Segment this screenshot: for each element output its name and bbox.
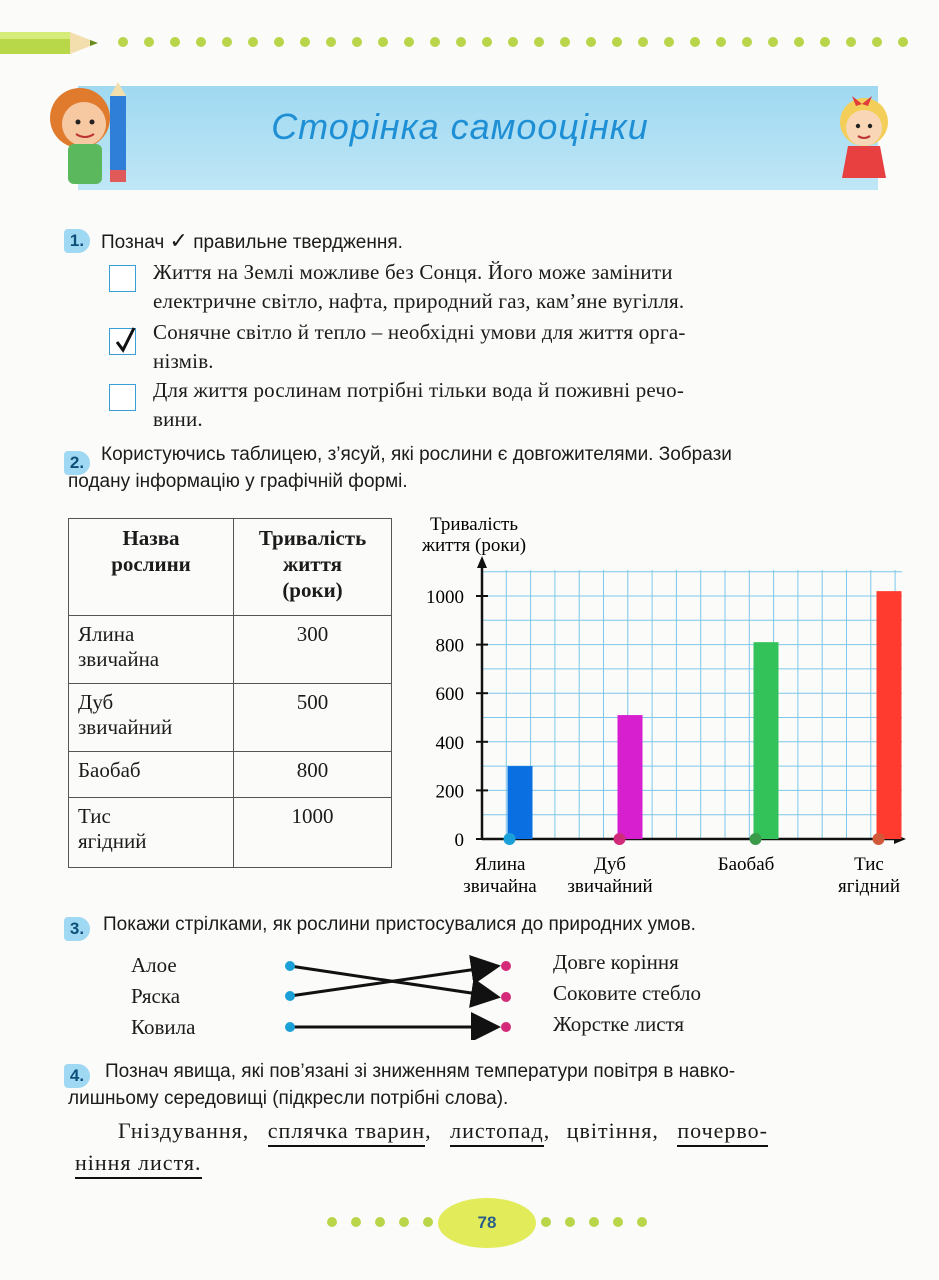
checkmark-icon: ✓ (169, 228, 188, 253)
x-tick-labels (463, 854, 900, 897)
chart-bars (504, 591, 902, 845)
plant-name-cell: Дуб звичайний (69, 684, 234, 752)
lifespan-cell: 500 (234, 684, 392, 752)
y-tick-label: 0 (454, 830, 464, 851)
bar-base-dot (750, 833, 762, 845)
bar-base-dot (614, 833, 626, 845)
decorative-dots (118, 37, 908, 47)
page-title: Сторінка самооцінки (271, 106, 649, 147)
task-number-badge: 2. (64, 451, 90, 475)
task4-answer-line1: Гніздування, сплячка тварин, листопад, цвітіння, почерво- (118, 1118, 768, 1144)
word-pochervoninnya-part2[interactable]: ніння листя. (75, 1150, 202, 1179)
option-3-line1: Для життя рослинам потрібні тільки вода й поживні речо- (153, 378, 685, 402)
task1-instruction (101, 227, 403, 256)
task4-answer-line2 (75, 1150, 202, 1176)
page-number: 78 (438, 1198, 536, 1248)
matching-left-item: Ковила (131, 1015, 196, 1039)
task1-instruction-post: правильне твердження. (193, 232, 403, 253)
matching-right-item: Соковите стебло (553, 981, 702, 1005)
checkbox-option-1[interactable] (109, 265, 136, 292)
table-row (69, 684, 392, 752)
lifespan-cell: 1000 (234, 798, 392, 868)
x-tick-label: Ялина (474, 854, 526, 875)
decorative-dots (540, 1216, 652, 1228)
y-axis-label-line2: життя (роки) (421, 535, 527, 556)
check-mark-icon (112, 324, 142, 354)
task1-instruction-pre: Познач (101, 232, 165, 253)
bar (618, 715, 643, 839)
bar (754, 642, 779, 839)
task4-line1: Познач явища, які пов’язані зі зниженням температури повітря в навко- (105, 1061, 736, 1082)
bar (508, 766, 533, 839)
y-axis-arrow (477, 556, 487, 568)
y-tick-label: 1000 (426, 587, 464, 608)
y-axis-label-line1: Тривалість (429, 514, 519, 535)
y-tick-labels (426, 587, 488, 851)
x-tick-label: звичайна (463, 876, 537, 897)
bar (877, 591, 902, 839)
word-gnizduvannya[interactable]: Гніздування, (118, 1118, 250, 1143)
y-tick-label: 400 (435, 732, 464, 754)
boy-illustration (50, 82, 126, 184)
matching-arrows[interactable] (280, 950, 520, 1040)
option-1-line2: електричне світло, нафта, природний газ, кам’яне вугілля. (153, 289, 685, 313)
table-row (69, 616, 392, 684)
option-1-text (153, 258, 898, 316)
option-3-text (153, 376, 898, 434)
y-tick-label: 200 (435, 781, 464, 803)
lifespan-bar-chart (400, 510, 910, 900)
girl-illustration (840, 96, 888, 178)
task2-instruction (68, 441, 900, 495)
checkbox-option-3[interactable] (109, 384, 136, 411)
matching-right-item: Довге коріння (553, 950, 679, 974)
matching-right-item: Жорстке листя (553, 1012, 685, 1036)
plant-name-cell: Баобаб (69, 752, 234, 798)
x-tick-label: звичайний (567, 876, 653, 897)
bar-base-dot (873, 833, 885, 845)
matching-left-item: Алое (131, 953, 177, 977)
bar-base-dot (504, 833, 516, 845)
task4-instruction (68, 1058, 904, 1112)
matching-left-item: Ряска (131, 984, 181, 1008)
header-lifespan: Тривалість життя (роки) (234, 519, 392, 616)
task-number-badge: 3. (64, 917, 90, 941)
word-splyachka-tvaryn[interactable]: сплячка тварин (268, 1118, 425, 1147)
table-header-row (69, 519, 392, 616)
option-1-line1: Життя на Землі можливе без Сонця. Його може замінити (153, 260, 673, 284)
y-tick-label: 800 (435, 635, 464, 657)
chart-grid (477, 556, 906, 844)
word-lystopad[interactable]: листопад (450, 1118, 544, 1147)
word-tsvitinnya[interactable]: цвітіння, (566, 1118, 659, 1143)
y-tick-label: 600 (435, 684, 464, 706)
option-3-line2: вини. (153, 407, 203, 431)
task-number-badge: 1. (64, 229, 90, 253)
plant-name-cell: Тис ягідний (69, 798, 234, 868)
task3-instruction: Покажи стрілками, як рослини пристосувалися до природних умов. (103, 914, 696, 935)
table-row (69, 752, 392, 798)
option-2-line1: Сонячне світло й тепло – необхідні умови для життя орга- (153, 320, 686, 344)
word-pochervoninnya-part1[interactable]: почерво- (677, 1118, 768, 1147)
table-row (69, 798, 392, 868)
lifespan-cell: 800 (234, 752, 392, 798)
x-tick-label: Дуб (594, 854, 626, 875)
checkbox-option-2[interactable] (109, 328, 136, 355)
lifespan-cell: 300 (234, 616, 392, 684)
task2-line2: подану інформацію у графічній формі. (68, 471, 408, 492)
x-tick-label: Тис (854, 854, 884, 875)
task2-line1: Користуючись таблицею, з’ясуй, які рослини є довгожителями. Зобрази (101, 444, 732, 465)
x-tick-label: ягідний (838, 876, 900, 897)
task-number-badge: 4. (64, 1064, 90, 1088)
plant-name-cell: Ялина звичайна (69, 616, 234, 684)
pencil-icon (0, 28, 100, 58)
option-2-text (153, 318, 898, 376)
header-plant-name: Назва рослини (69, 519, 234, 616)
x-tick-label: Баобаб (717, 854, 775, 875)
task4-line2: лишньому середовищі (підкресли потрібні слова). (68, 1088, 509, 1109)
plants-table (68, 518, 392, 868)
decorative-dots (326, 1216, 438, 1228)
option-2-line2: нізмів. (153, 349, 214, 373)
